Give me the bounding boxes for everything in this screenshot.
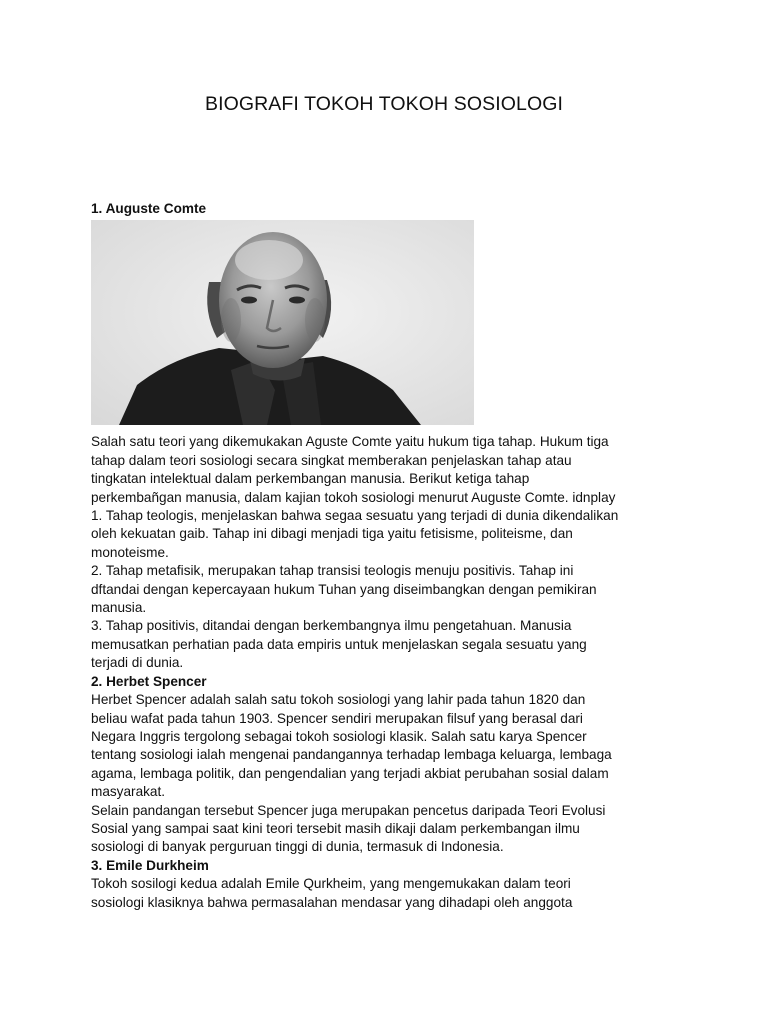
section-emile-durkheim — [91, 857, 691, 912]
paragraph: 3. Tahap positivis, ditandai dengan berkembangnya ilmu pengetahuan. Manusia memusatkan perhatian pada data empiris untuk menjelaskan segala sesuatu yang terjadi di dunia. — [91, 618, 587, 671]
section-auguste-comte — [91, 200, 691, 673]
section-heading: 1. Auguste Comte — [91, 201, 207, 216]
paragraph: Selain pandangan tersebut Spencer juga merupakan pencetus daripada Teori Evolusi Sosial yang sampai saat kini teori tersebit masih dikaji dalam perkembangan ilmu sosiologi di banyak perguruan tinggi di dunia, termasuk di Indonesia. — [91, 802, 606, 855]
paragraph: Tokoh sosilogi kedua adalah Emile Qurkheim, yang mengemukakan dalam teori sosiologi klasiknya bahwa permasalahan mendasar yang dihadapi oleh anggota — [91, 876, 573, 910]
paragraph: Salah satu teori yang dikemukakan Aguste Comte yaitu hukum tiga tahap. Hukum tiga tahap dalam teori sosiologi secara singkat memberakan penjelaskan tahap atau tingkatan intelektual dalam perkembangan manusia. Berikut ketiga tahap perkembañgan manusia, dalam kajian tokoh sosiologi menurut Auguste Comte. idnplay — [91, 434, 616, 505]
paragraph: 2. Tahap metafisik, merupakan tahap transisi teologis menuju positivis. Tahap ini dftandai dengan kepercayaan hukum Tuhan yang diseimbangkan dengan pemikiran manusia. — [91, 563, 597, 616]
section-herbet-spencer — [91, 673, 691, 857]
document-body — [91, 200, 691, 912]
paragraph: 1. Tahap teologis, menjelaskan bahwa segaa sesuatu yang terjadi di dunia dikendalikan oleh kekuatan gaib. Tahap ini dibagi menjadi tiga yaitu fetisisme, politeisme, dan monoteisme. — [91, 508, 619, 560]
section-heading: 3. Emile Durkheim — [91, 857, 209, 873]
page-title: BIOGRAFI TOKOH TOKOH SOSIOLOGI — [204, 93, 564, 115]
portrait-photo — [91, 220, 474, 425]
section-heading: 2. Herbet Spencer — [91, 673, 207, 689]
paragraph: Herbet Spencer adalah salah satu tokoh sosiologi yang lahir pada tahun 1820 dan beliau wafat pada tahun 1903. Spencer sendiri merupakan filsuf yang berasal dari Negara Inggris tergolong sebagai tokoh sosiologi klasik. Salah satu karya Spencer tentang sosiologi ialah mengenai pandangannya terhadap lembaga keluarga, lembaga agama, lembaga politik, dan pengendalian yang terjadi akbiat perubahan sosial dalam masyarakat. — [91, 692, 612, 800]
